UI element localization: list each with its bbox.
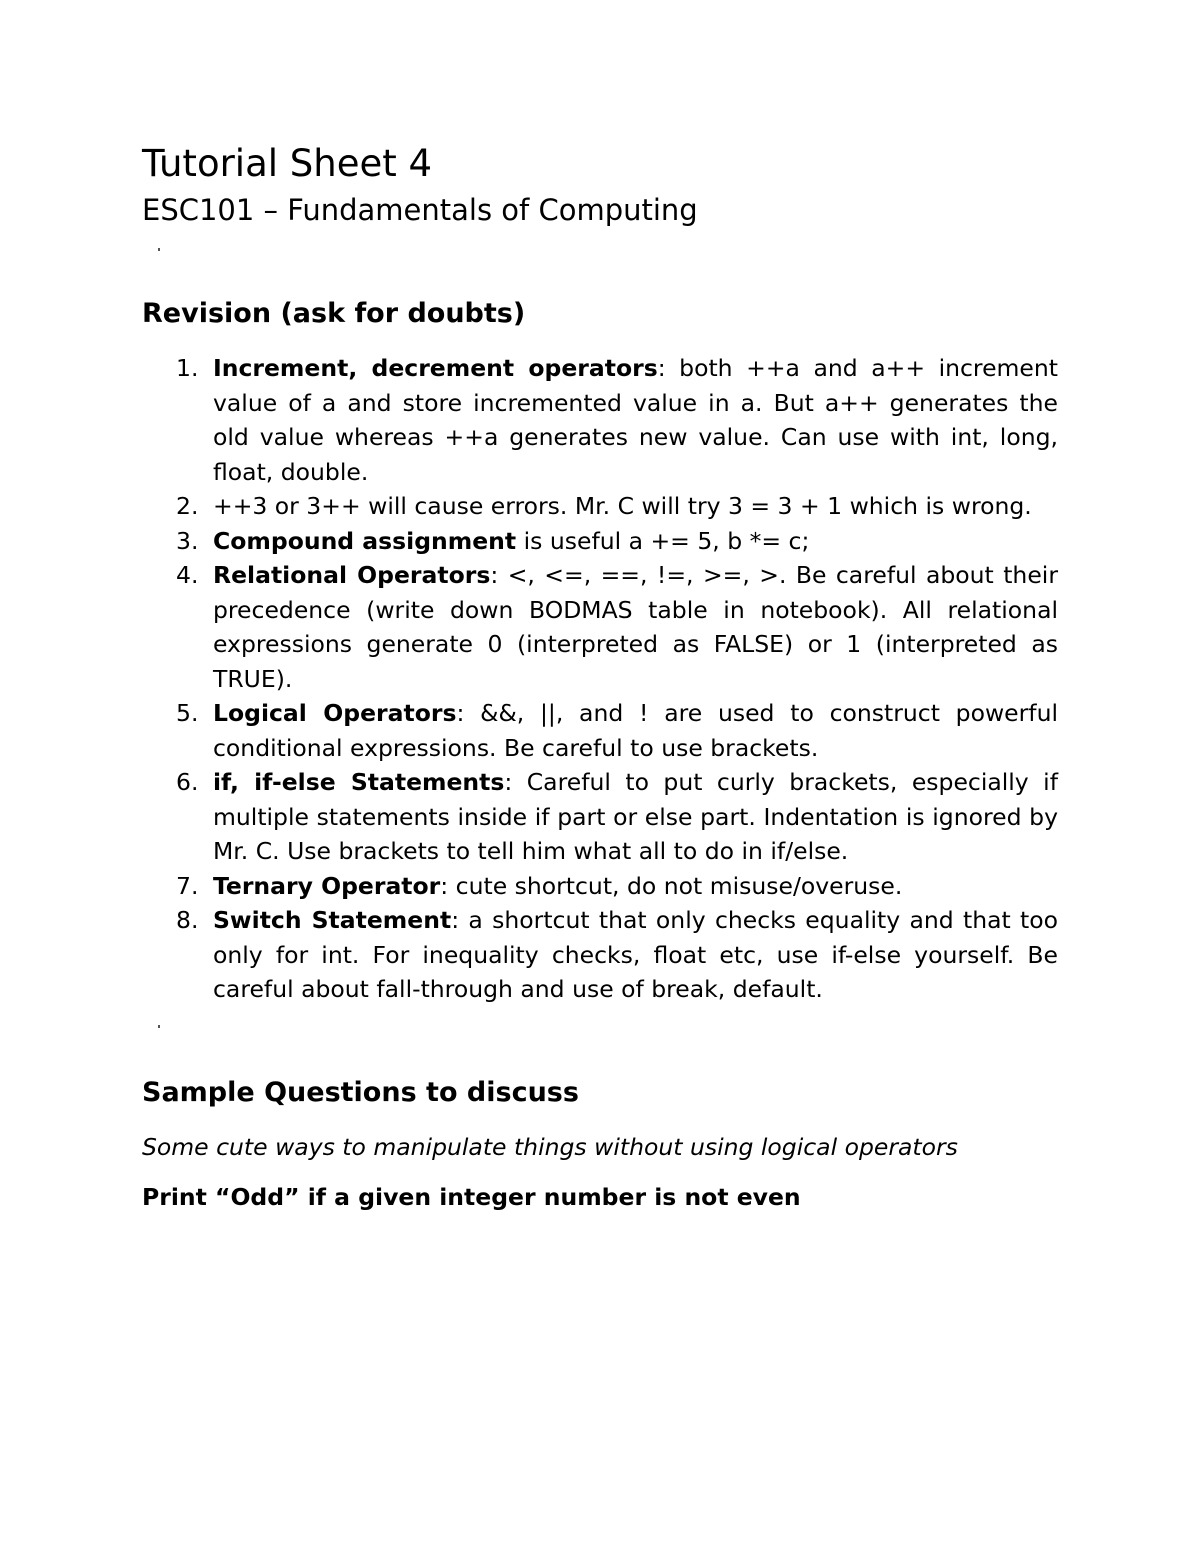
list-item-number: 8. <box>176 906 199 934</box>
document-page <box>142 142 1058 1214</box>
list-item-text: is useful a += 5, b *= c; <box>516 526 810 555</box>
list-item-text: : both ++a and a++ increment value of a and store incremented value in a. But a++ generates the old value whereas ++a generates new value. Can use with int, long, float, double. <box>213 354 1058 486</box>
revision-list <box>142 351 1058 1007</box>
list-item-term: Relational Operators <box>213 561 491 589</box>
list-item-text: ++3 or 3++ will cause errors. Mr. C will try 3 = 3 + 1 which is wrong. <box>213 492 1032 520</box>
list-item-number: 1. <box>176 354 199 382</box>
list-item-text: : a shortcut that only checks equality and that too only for int. For inequality checks, float etc, use if-else yourself. Be careful about fall-through and use of break, default. <box>213 906 1059 1003</box>
document-title: Tutorial Sheet 4 <box>142 142 433 185</box>
paragraph-mark <box>158 1025 160 1028</box>
list-item-term: Logical Operators <box>213 699 457 727</box>
document-subtitle: ESC101 – Fundamentals of Computing <box>142 193 698 227</box>
sample-question: Print “Odd” if a given integer number is not even <box>142 1183 801 1211</box>
sample-questions-heading: Sample Questions to discuss <box>142 1076 579 1108</box>
list-item <box>142 696 1058 765</box>
list-item-number: 7. <box>176 871 199 900</box>
revision-heading: Revision (ask for doubts) <box>142 298 526 329</box>
sample-note: Some cute ways to manipulate things without using logical operators <box>142 1132 958 1161</box>
list-item <box>142 765 1058 869</box>
list-item-text: : cute shortcut, do not misuse/overuse. <box>440 871 903 900</box>
list-item-text: : &&, ||, and ! are used to construct powerful conditional expressions. Be careful to use brackets. <box>213 699 1058 762</box>
list-item <box>142 558 1058 696</box>
list-item-term: Switch Statement <box>213 906 452 934</box>
list-item-term: Ternary Operator <box>213 871 441 900</box>
paragraph-mark <box>158 248 160 251</box>
list-item-term: Increment, decrement operators <box>213 354 658 382</box>
list-item-number: 5. <box>176 699 199 727</box>
list-item-text: : <, <=, ==, !=, >=, >. Be careful about their precedence (write down BODMAS table in notebook). All relational expressions generate 0 (interpreted as FALSE) or 1 (interpreted as TRUE). <box>213 561 1058 693</box>
list-item-term: if, if-else Statements <box>213 768 505 796</box>
list-item <box>142 869 1058 904</box>
list-item-number: 4. <box>176 561 199 589</box>
list-item-term: Compound assignment <box>213 526 517 555</box>
list-item-number: 2. <box>176 492 199 520</box>
list-item-number: 3. <box>176 526 199 555</box>
list-item-number: 6. <box>176 768 199 796</box>
list-item-text: : Careful to put curly brackets, especially if multiple statements inside if part or else part. Indentation is ignored by Mr. C. Use brackets to tell him what all to do in if/else. <box>213 768 1058 865</box>
list-item <box>142 903 1058 1007</box>
list-item <box>142 489 1058 524</box>
list-item <box>142 351 1058 489</box>
list-item <box>142 524 1058 559</box>
